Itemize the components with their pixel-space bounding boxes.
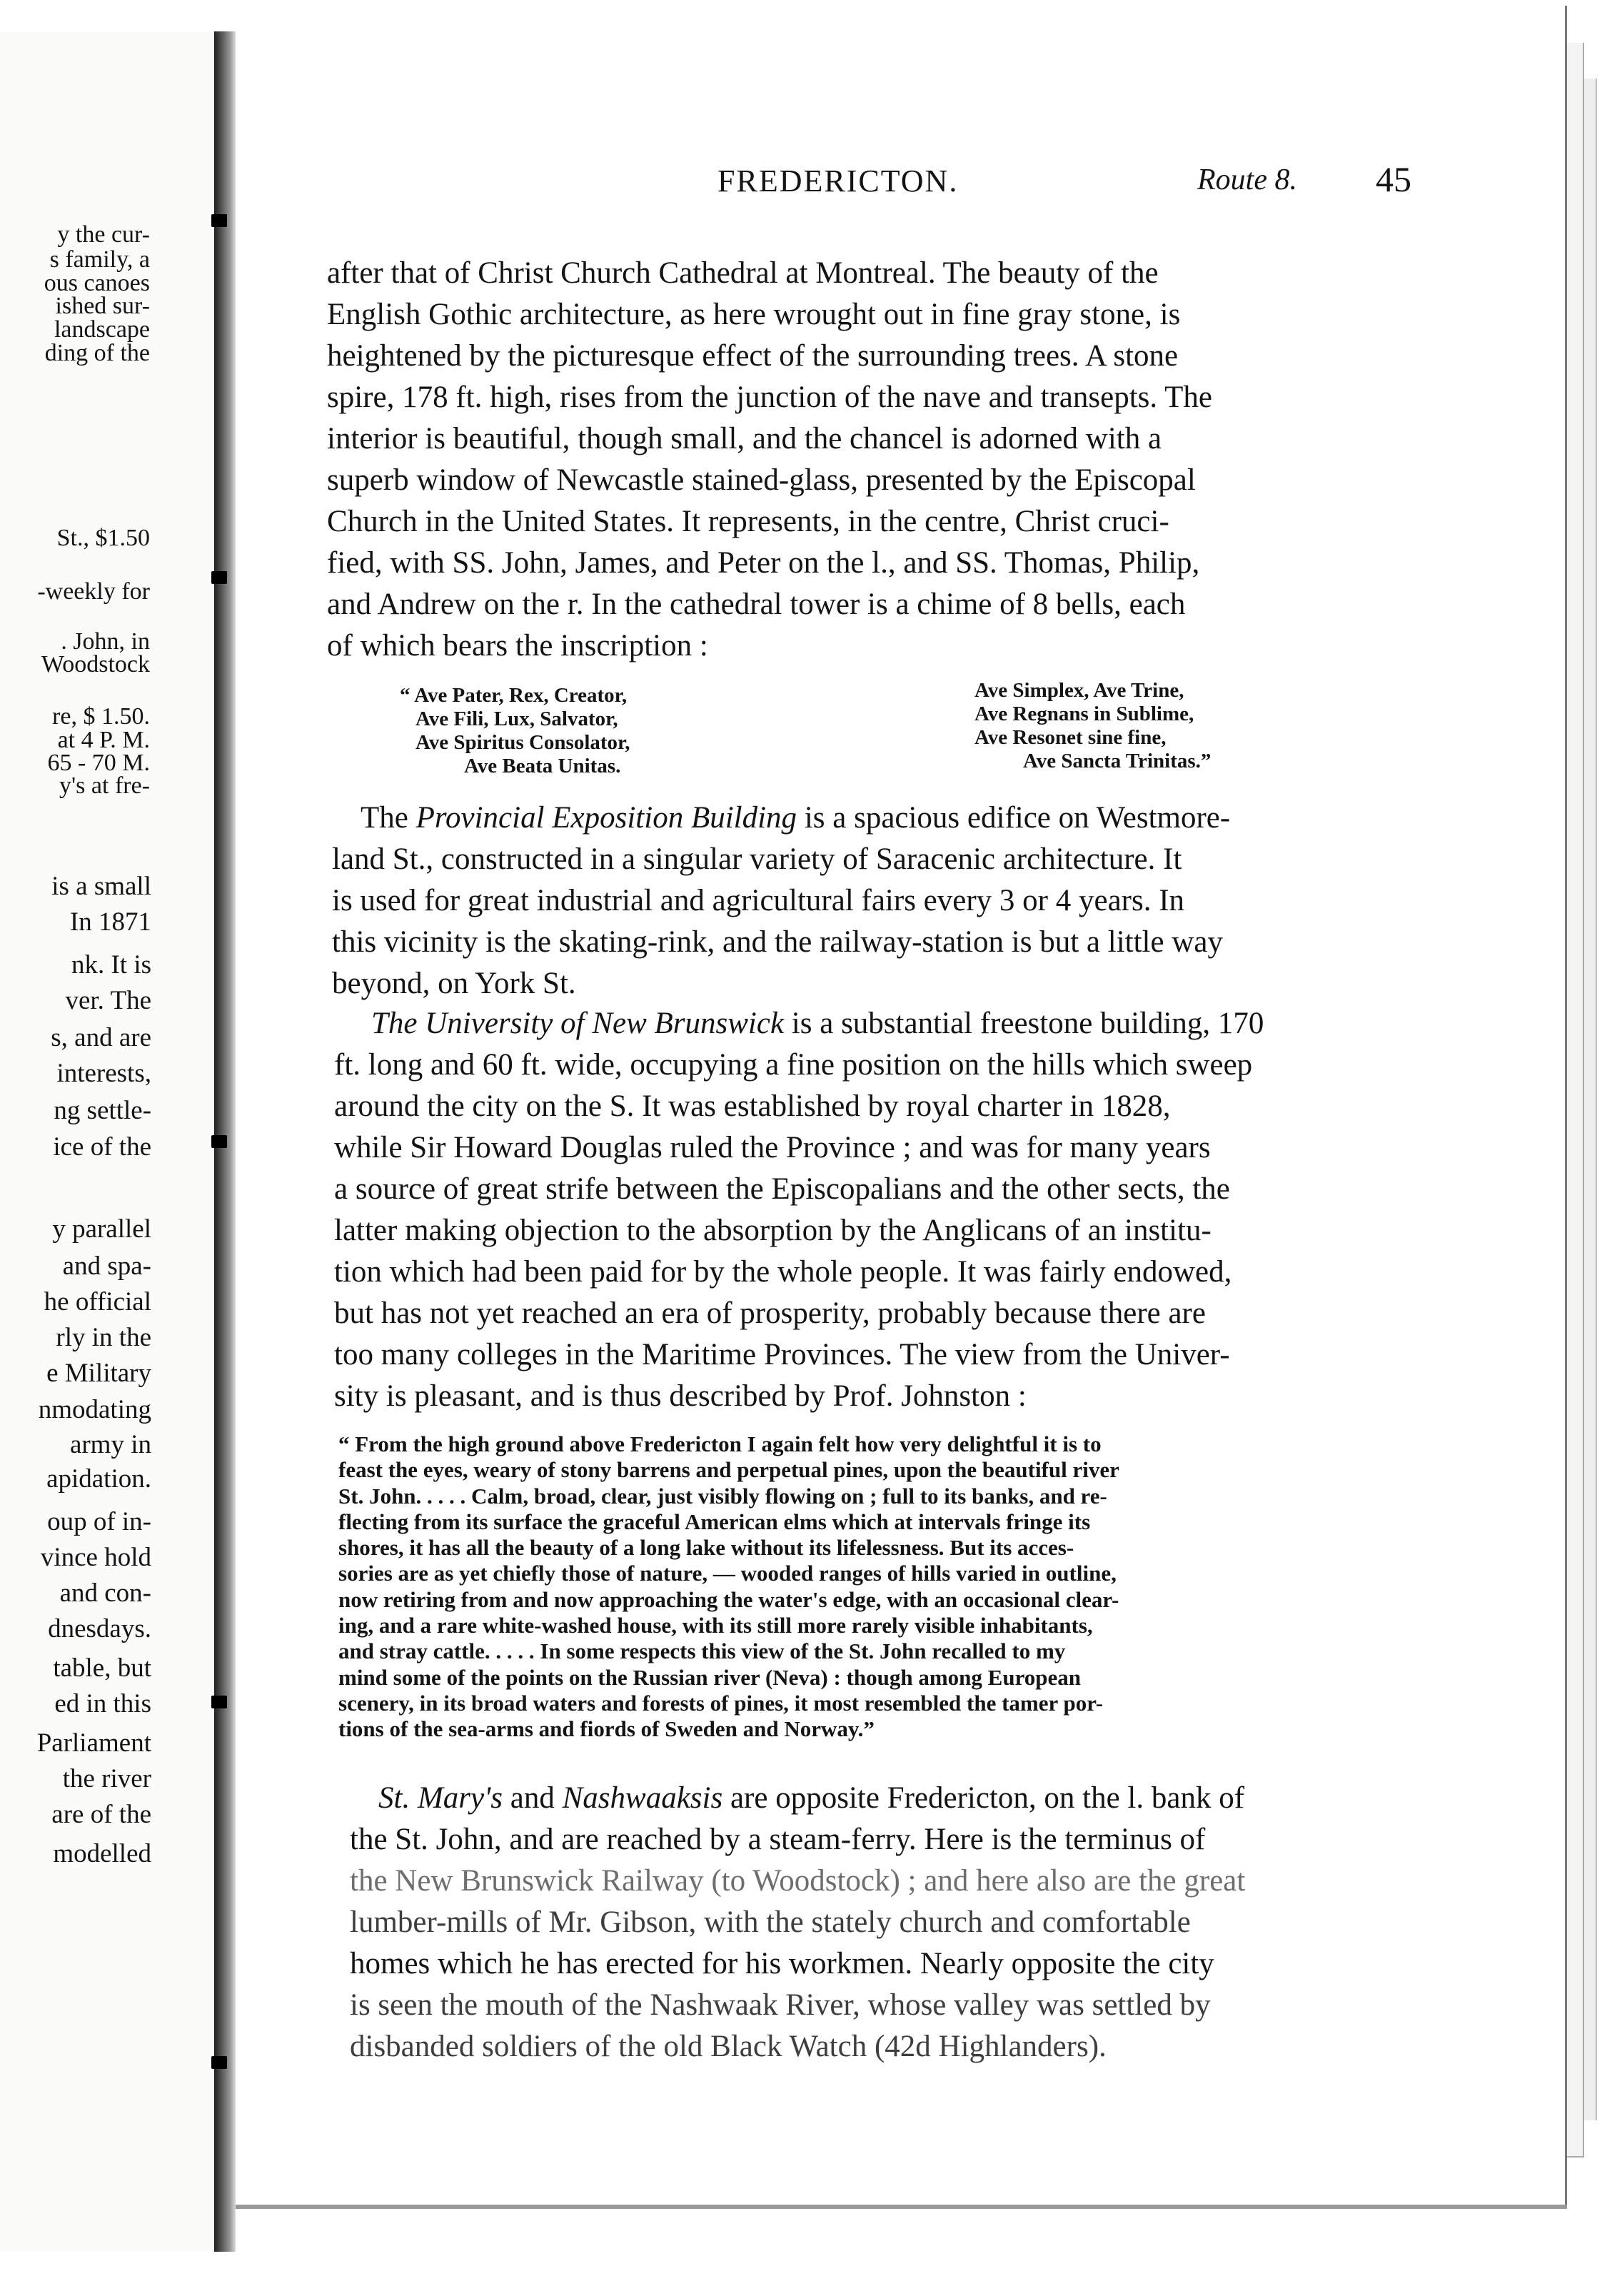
facing-page-line: army in	[69, 1430, 151, 1459]
page-bottom-edge	[236, 2205, 1567, 2209]
facing-page-line: table, but	[53, 1653, 151, 1683]
facing-page-line: -weekly for	[37, 578, 150, 605]
facing-page-line: is a small	[51, 872, 151, 901]
facing-page-line: he official	[44, 1287, 151, 1316]
text-line: Ave Sancta Trinitas.”	[1023, 750, 1212, 772]
page-stack-edge	[1567, 43, 1584, 2157]
place-name: The University of New Brunswick	[371, 1007, 785, 1040]
text-line: superb window of Newcastle stained-glass, presented by the Episcopal	[327, 463, 1196, 497]
paragraph-exposition-continued	[332, 839, 1223, 1004]
text-line: interior is beautiful, though small, and the chancel is adorned with a	[327, 422, 1162, 455]
binding-mark	[211, 1696, 227, 1708]
facing-page-line: ver. The	[65, 986, 151, 1015]
text-line: Ave Fili, Lux, Salvator,	[415, 708, 618, 730]
paragraph-cathedral	[327, 253, 1212, 667]
text-line: St. John. . . . . Calm, broad, clear, just visibly flowing on ; full to its banks, and re-	[338, 1483, 1107, 1509]
text-line: and stray cattle. . . . . In some respects this view of the St. John recalled to my	[338, 1638, 1066, 1664]
paragraph-first-line	[378, 1778, 1244, 1819]
facing-page-line: ding of the	[44, 340, 150, 366]
text-line: this vicinity is the skating-rink, and the railway-station is but a little way	[332, 925, 1223, 959]
text-line: disbanded soldiers of the old Black Watch (42d Highlanders).	[350, 2030, 1107, 2063]
text-span: and	[503, 1781, 563, 1815]
text-line: too many colleges in the Maritime Provinces. The view from the Univer-	[334, 1338, 1230, 1371]
text-line: the St. John, and are reached by a steam-ferry. Here is the terminus of	[350, 1823, 1206, 1856]
text-line: Ave Simplex, Ave Trine,	[974, 679, 1184, 702]
left-facing-page	[0, 31, 214, 2252]
johnston-quote	[338, 1431, 1119, 1743]
text-line: lumber-mills of Mr. Gibson, with the stately church and comfortable	[350, 1905, 1191, 1939]
facing-page-line: e Military	[46, 1359, 151, 1388]
paragraph-exposition	[361, 797, 1230, 839]
text-line: “ From the high ground above Fredericton I again felt how very delightful it is to	[338, 1431, 1102, 1456]
facing-page-line: at 4 P. M.	[57, 727, 150, 753]
text-line: now retiring from and now approaching the water's edge, with an occasional clear-	[338, 1586, 1119, 1612]
text-line: homes which he has erected for his workmen. Nearly opposite the city	[350, 1947, 1214, 1980]
text-span: is a substantial freestone building, 170	[784, 1007, 1264, 1040]
text-line: beyond, on York St.	[332, 967, 576, 1000]
place-name: St. Mary's	[378, 1781, 503, 1815]
paragraph-university-continued	[334, 1044, 1252, 1417]
facing-page-line: y the cur-	[57, 221, 150, 248]
place-name: Provincial Exposition Building	[415, 801, 797, 835]
text-line: fied, with SS. John, James, and Peter on the l., and SS. Thomas, Philip,	[327, 546, 1200, 580]
text-line: sity is pleasant, and is thus described by Prof. Johnston :	[334, 1379, 1027, 1413]
text-line: spire, 178 ft. high, rises from the junction of the nave and transepts. The	[327, 381, 1212, 414]
facing-page-line: In 1871	[69, 907, 151, 937]
text-line: scenery, in its broad waters and forests of pines, it most resembled the tamer por-	[338, 1690, 1104, 1716]
facing-page-line: oup of in-	[47, 1507, 151, 1536]
text-line: Ave Beata Unitas.	[464, 755, 621, 777]
facing-page-line: ous canoes	[44, 270, 150, 296]
facing-page-line: re, $ 1.50.	[52, 703, 150, 730]
facing-page-line: nk. It is	[71, 950, 151, 980]
paragraph-first-line	[371, 1003, 1264, 1044]
inscription-left-column	[400, 684, 630, 778]
place-name: Nashwaaksis	[562, 1781, 723, 1815]
facing-page-line: are of the	[51, 1800, 151, 1829]
facing-page-line: rly in the	[56, 1323, 151, 1352]
text-line: Ave Spiritus Consolator,	[415, 731, 630, 754]
facing-page-line: interests,	[56, 1059, 151, 1088]
facing-page-line: s family, a	[49, 246, 150, 273]
text-line: sories are as yet chiefly those of nature, — wooded ranges of hills varied in outline,	[338, 1561, 1117, 1586]
text-span: The	[361, 801, 416, 835]
text-line: land St., constructed in a singular variety of Saracenic architecture. It	[332, 842, 1182, 876]
text-line: tions of the sea-arms and fiords of Sweden and Norway.”	[338, 1716, 875, 1742]
text-line: heightened by the picturesque effect of the surrounding trees. A stone	[327, 339, 1179, 373]
facing-page-line: y's at fre-	[59, 772, 150, 799]
facing-page-line: Parliament	[36, 1728, 151, 1758]
binding-mark	[211, 2056, 227, 2069]
text-line: of which bears the inscription :	[327, 629, 708, 663]
text-line: but has not yet reached an era of prosperity, probably because there are	[334, 1296, 1206, 1330]
text-line: feast the eyes, weary of stony barrens and perpetual pines, upon the beautiful river	[338, 1457, 1119, 1483]
text-line: the New Brunswick Railway (to Woodstock) ; and here also are the great	[350, 1864, 1246, 1898]
facing-page-line: ed in this	[54, 1689, 151, 1718]
text-line: latter making objection to the absorption by the Anglicans of an institu-	[334, 1214, 1212, 1247]
text-line: English Gothic architecture, as here wrought out in fine gray stone, is	[327, 298, 1181, 331]
text-line: after that of Christ Church Cathedral at Montreal. The beauty of the	[327, 256, 1159, 290]
facing-page-line: Woodstock	[41, 651, 150, 678]
text-line: Ave Regnans in Sublime,	[974, 703, 1194, 725]
facing-page-line: apidation.	[46, 1464, 151, 1494]
text-line: “ Ave Pater, Rex, Creator,	[400, 684, 628, 707]
text-line: around the city on the S. It was established by royal charter in 1828,	[334, 1089, 1171, 1123]
inscription-right-column	[974, 679, 1211, 773]
facing-page-line: y parallel	[52, 1214, 151, 1244]
text-line: Ave Resonet sine fine,	[974, 726, 1167, 749]
running-title: FREDERICTON.	[717, 163, 959, 198]
text-line: ing, and a rare white-washed house, with its still more rarely visible inhabitants,	[338, 1613, 1093, 1638]
paragraph-first-line	[361, 797, 1230, 839]
text-line: a source of great strife between the Episcopalians and the other sects, the	[334, 1172, 1230, 1206]
paragraph-st-marys-continued	[350, 1819, 1245, 2068]
paragraph-university	[371, 1003, 1264, 1044]
facing-page-line: and spa-	[62, 1252, 151, 1281]
text-line: and Andrew on the r. In the cathedral tower is a chime of 8 bells, each	[327, 588, 1186, 621]
text-line: tion which had been paid for by the whole people. It was fairly endowed,	[334, 1255, 1232, 1289]
page-stack-edge	[1584, 79, 1597, 2120]
facing-page-line: ished sur-	[55, 293, 150, 319]
text-line: mind some of the points on the Russian river (Neva) : though among European	[338, 1664, 1082, 1690]
text-span: are opposite Fredericton, on the l. bank of	[722, 1781, 1245, 1815]
facing-page-line: the river	[62, 1764, 151, 1793]
facing-page-line: St., $1.50	[56, 525, 150, 551]
running-header	[717, 159, 1431, 206]
facing-page-line: and con-	[59, 1578, 151, 1608]
facing-page-line: . John, in	[61, 628, 150, 655]
facing-page-line: s, and are	[51, 1023, 151, 1052]
facing-page-line: dnesdays.	[48, 1614, 151, 1643]
text-line: while Sir Howard Douglas ruled the Province ; and was for many years	[334, 1131, 1211, 1164]
text-line: is seen the mouth of the Nashwaak River, whose valley was settled by	[350, 1988, 1211, 2022]
text-line: flecting from its surface the graceful American elms which at intervals fringe its	[338, 1509, 1091, 1534]
binding-mark	[211, 214, 227, 227]
text-line: ft. long and 60 ft. wide, occupying a fine position on the hills which sweep	[334, 1048, 1253, 1082]
facing-page-line: ice of the	[53, 1132, 151, 1162]
text-line: shores, it has all the beauty of a long lake without its lifelessness. But its acces-	[338, 1535, 1074, 1561]
route-label: Route 8.	[1197, 163, 1297, 196]
facing-page-line: 65 - 70 M.	[47, 750, 150, 776]
facing-page-line: ng settle-	[54, 1096, 151, 1125]
binding-mark	[211, 571, 227, 584]
facing-page-line: vince hold	[40, 1543, 151, 1572]
paragraph-st-marys	[378, 1778, 1244, 1819]
facing-page-line: landscape	[54, 316, 150, 343]
page-number: 45	[1376, 159, 1411, 199]
text-line: Church in the United States. It represents, in the centre, Christ cruci-	[327, 505, 1169, 538]
facing-page-line: nmodating	[38, 1395, 151, 1424]
text-line: is used for great industrial and agricultural fairs every 3 or 4 years. In	[332, 884, 1185, 917]
text-span: is a spacious edifice on Westmore-	[797, 801, 1231, 835]
binding-mark	[211, 1135, 227, 1148]
facing-page-line: modelled	[53, 1839, 151, 1868]
